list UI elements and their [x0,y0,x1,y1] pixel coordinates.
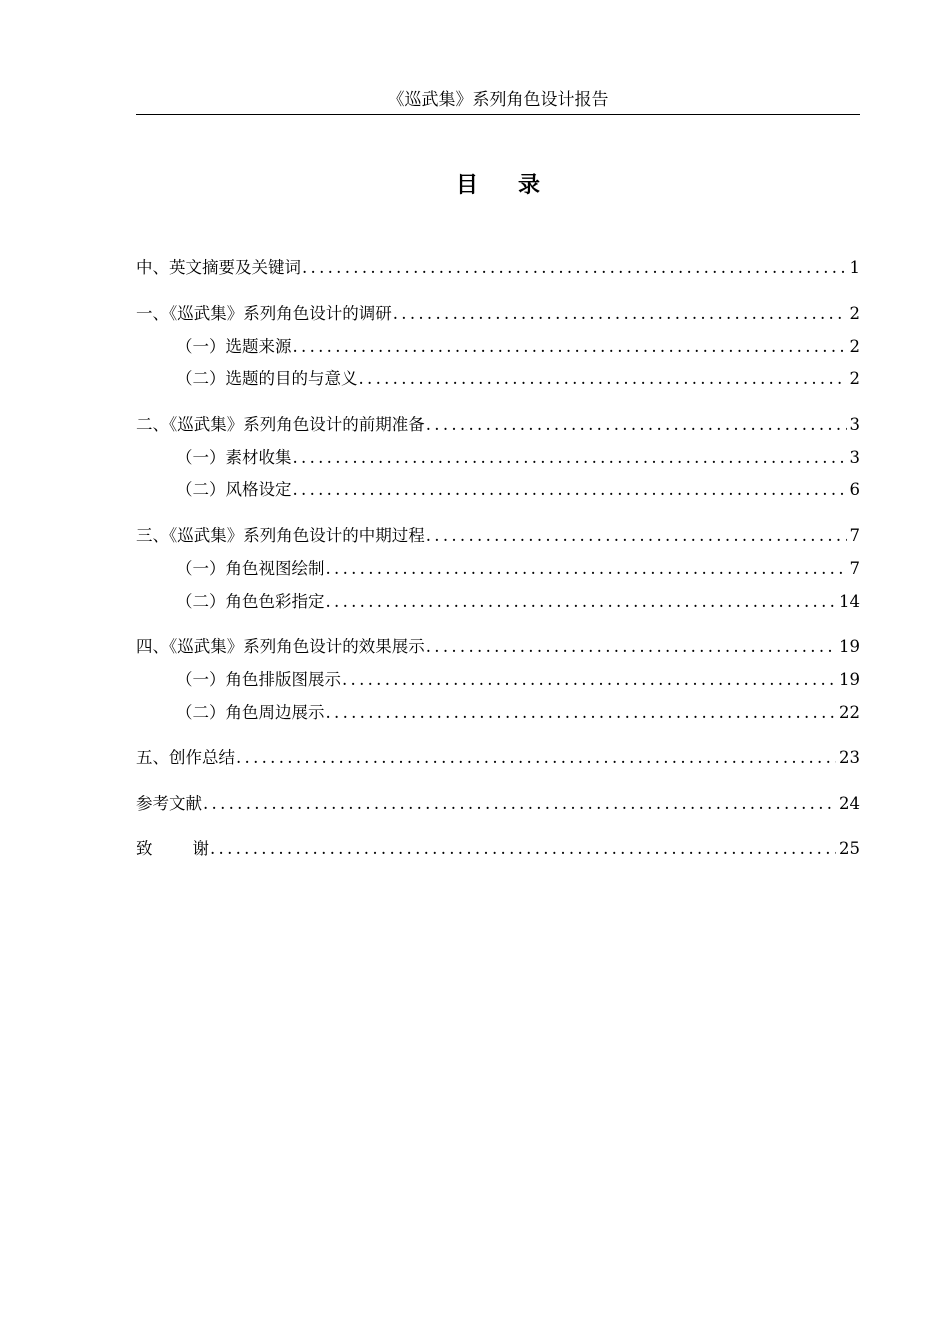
toc-entry-label-part-2: 谢 [192,839,209,858]
toc-entry-label: （二）角色周边展示 [176,703,325,722]
toc-entry-label: 三、《巡武集》系列角色设计的中期过程 [136,526,425,545]
toc-entry-section-3-1[interactable] [176,557,860,581]
toc-page-number: 23 [839,748,860,767]
toc-entry-label: （二）角色色彩指定 [176,592,325,611]
toc-entry-label: 参考文献 [136,794,202,813]
toc-entry-section-3-2[interactable] [176,590,860,614]
toc-entry-section-2-1[interactable] [176,446,860,470]
toc-entry-section-1-1[interactable] [176,335,860,359]
toc-entry-chapter-3[interactable] [136,524,860,548]
dot-leader [426,635,836,659]
dot-leader [293,446,847,470]
toc-page-number: 6 [849,480,860,499]
toc-entry-label: （一）角色排版图展示 [176,670,341,689]
dot-leader [210,837,836,861]
toc-page-number: 19 [839,670,860,689]
toc-page-number: 3 [849,415,860,434]
header-title: 《巡武集》系列角色设计报告 [387,90,609,110]
dot-leader [359,367,847,391]
toc-entry-label: （二）选题的目的与意义 [176,369,358,388]
dot-leader [203,792,836,816]
toc-page-number: 7 [849,559,860,578]
page-header [136,88,860,115]
dot-leader [342,668,836,692]
toc-page-number: 3 [849,448,860,467]
dot-leader [426,524,847,548]
dot-leader [426,413,847,437]
toc-entry-acknowledgements[interactable] [136,837,860,861]
toc-entry-label: 二、《巡武集》系列角色设计的前期准备 [136,415,425,434]
toc-entry-label [136,837,209,861]
toc-page-number: 2 [849,369,860,388]
dot-leader [326,557,847,581]
toc-page-number: 1 [849,258,860,277]
toc-entry-label: （一）角色视图绘制 [176,559,325,578]
toc-entry-label: （二）风格设定 [176,480,292,499]
dot-leader [326,590,837,614]
toc-entry-label: （一）选题来源 [176,337,292,356]
toc-entry-abstract[interactable] [136,256,860,280]
toc-entry-section-4-1[interactable] [176,668,860,692]
dot-leader [293,335,847,359]
toc-entry-chapter-2[interactable] [136,413,860,437]
toc-page-number: 24 [839,794,860,813]
dot-leader [393,302,847,326]
toc-entry-chapter-4[interactable] [136,635,860,659]
dot-leader [302,256,847,280]
toc-page-number: 2 [849,304,860,323]
toc-entry-label: 一、《巡武集》系列角色设计的调研 [136,304,392,323]
toc-entry-label: 五、创作总结 [136,748,235,767]
toc-entry-references[interactable] [136,792,860,816]
toc-page-number: 22 [839,703,860,722]
toc-entry-section-2-2[interactable] [176,478,860,502]
toc-entry-chapter-5[interactable] [136,746,860,770]
toc-page-number: 14 [839,592,860,611]
toc-title: 目录 [455,172,580,198]
toc-page-number: 7 [849,526,860,545]
toc-page-number: 2 [849,337,860,356]
toc-entry-section-4-2[interactable] [176,701,860,725]
toc-page-number: 25 [839,839,860,858]
toc-entry-label: 中、英文摘要及关键词 [136,258,301,277]
toc-entry-section-1-2[interactable] [176,367,860,391]
toc-entry-label-part-1: 致 [136,839,153,858]
toc-entry-label: （一）素材收集 [176,448,292,467]
dot-leader [326,701,837,725]
dot-leader [293,478,847,502]
toc-entry-chapter-1[interactable] [136,302,860,326]
toc-entry-label: 四、《巡武集》系列角色设计的效果展示 [136,637,425,656]
toc-page-number: 19 [839,637,860,656]
dot-leader [236,746,836,770]
